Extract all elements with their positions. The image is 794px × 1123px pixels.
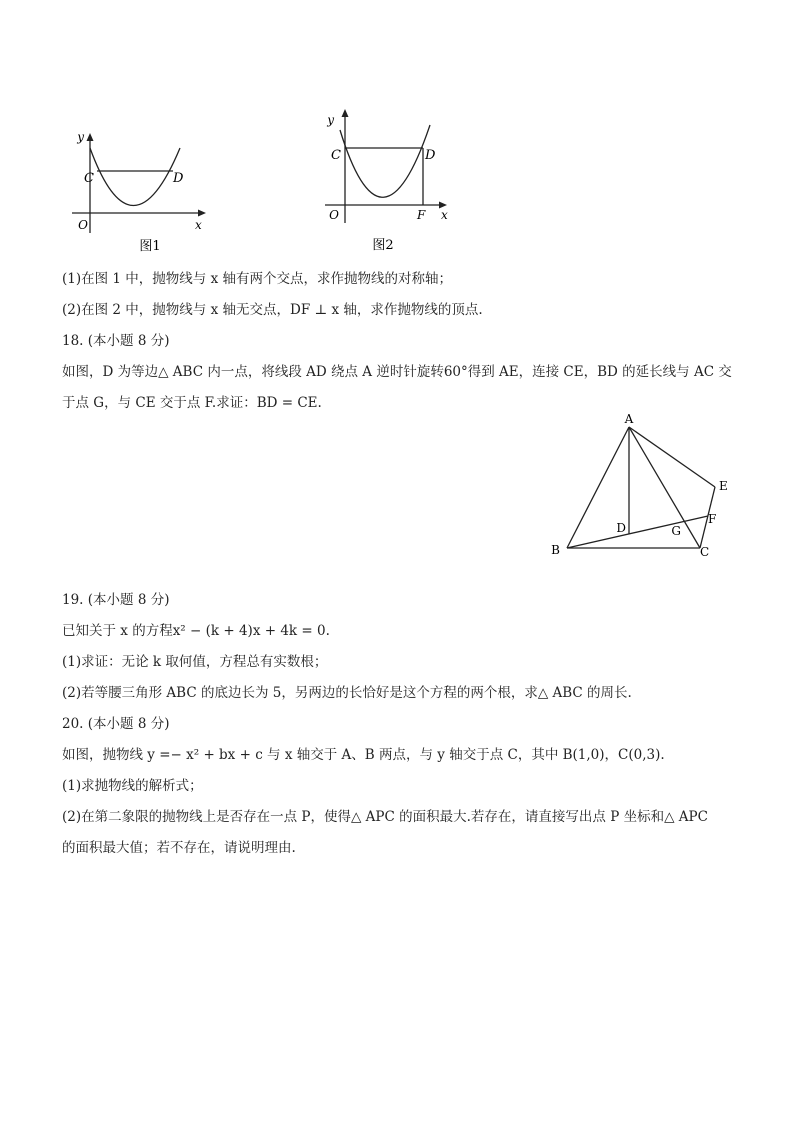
q19-line2: (1)求证：无论 k 取何值，方程总有实数根； [62, 654, 328, 670]
label-f: F [708, 512, 717, 526]
q18-text-line1: 如图，D 为等边△ ABC 内一点，将线段 AD 绕点 A 逆时针旋转60°得到 AE，连接 CE，BD 的延长线与 AC 交 [62, 364, 732, 380]
q17-part2: (2)在图 2 中，抛物线与 x 轴无交点，DF ⊥ x 轴，求作抛物线的顶点. [62, 302, 483, 318]
figure-1 [60, 125, 220, 260]
segment-ac [629, 427, 700, 548]
figure-2 [315, 105, 465, 260]
figure-1-y-arrow-icon [87, 133, 94, 141]
label-g: G [671, 524, 681, 538]
figure-1-label-d: D [173, 171, 184, 186]
figure-1-label-y: y [77, 130, 84, 144]
figure-2-label-f: F [417, 208, 426, 222]
q18-text-line2: 于点 G，与 CE 交于点 F.求证：BD = CE. [62, 395, 322, 411]
figure-1-label-c: C [84, 171, 94, 186]
q17-part1: (1)在图 1 中，抛物线与 x 轴有两个交点，求作抛物线的对称轴； [62, 271, 452, 287]
figure-2-label-d: D [425, 148, 436, 163]
figure-1-caption: 图1 [139, 239, 161, 254]
figure-1-label-o: O [78, 218, 88, 232]
segment-bf [567, 516, 708, 548]
figure-2-parabola [340, 125, 430, 197]
figure-2-label-o: O [329, 208, 339, 222]
figure-2-label-c: C [331, 148, 341, 163]
label-b: B [551, 543, 560, 557]
segment-ae [629, 427, 715, 487]
figure-1-x-arrow-icon [198, 210, 206, 217]
label-e: E [719, 479, 728, 493]
figure-q18 [545, 410, 745, 565]
q19-header: 19. (本小题 8 分) [62, 592, 170, 608]
figure-2-label-x: x [441, 208, 448, 222]
q19-line1: 已知关于 x 的方程x² − (k + 4)x + 4k = 0. [62, 623, 330, 639]
q20-line3: (2)在第二象限的抛物线上是否存在一点 P，使得△ APC 的面积最大.若存在，请直接写出点 P 坐标和△ APC [62, 809, 708, 825]
label-d: D [616, 521, 626, 535]
figure-1-parabola [90, 148, 180, 206]
figure-2-label-y: y [327, 113, 334, 127]
figure-2-y-arrow-icon [342, 109, 349, 117]
q20-header: 20. (本小题 8 分) [62, 716, 170, 732]
q20-line1: 如图，抛物线 y =− x² + bx + c 与 x 轴交于 A、B 两点，与 y 轴交于点 C，其中 B(1,0)，C(0,3). [62, 747, 665, 763]
label-a: A [624, 412, 634, 426]
q19-line3: (2)若等腰三角形 ABC 的底边长为 5，另两边的长恰好是这个方程的两个根，求△ ABC 的周长. [62, 685, 632, 701]
label-c: C [700, 545, 710, 559]
q20-line2: (1)求抛物线的解析式； [62, 778, 203, 794]
figure-1-label-x: x [195, 218, 202, 232]
q20-line4: 的面积最大值；若不存在，请说明理由. [62, 840, 296, 856]
figure-2-caption: 图2 [372, 238, 394, 253]
q18-header: 18. (本小题 8 分) [62, 333, 170, 349]
